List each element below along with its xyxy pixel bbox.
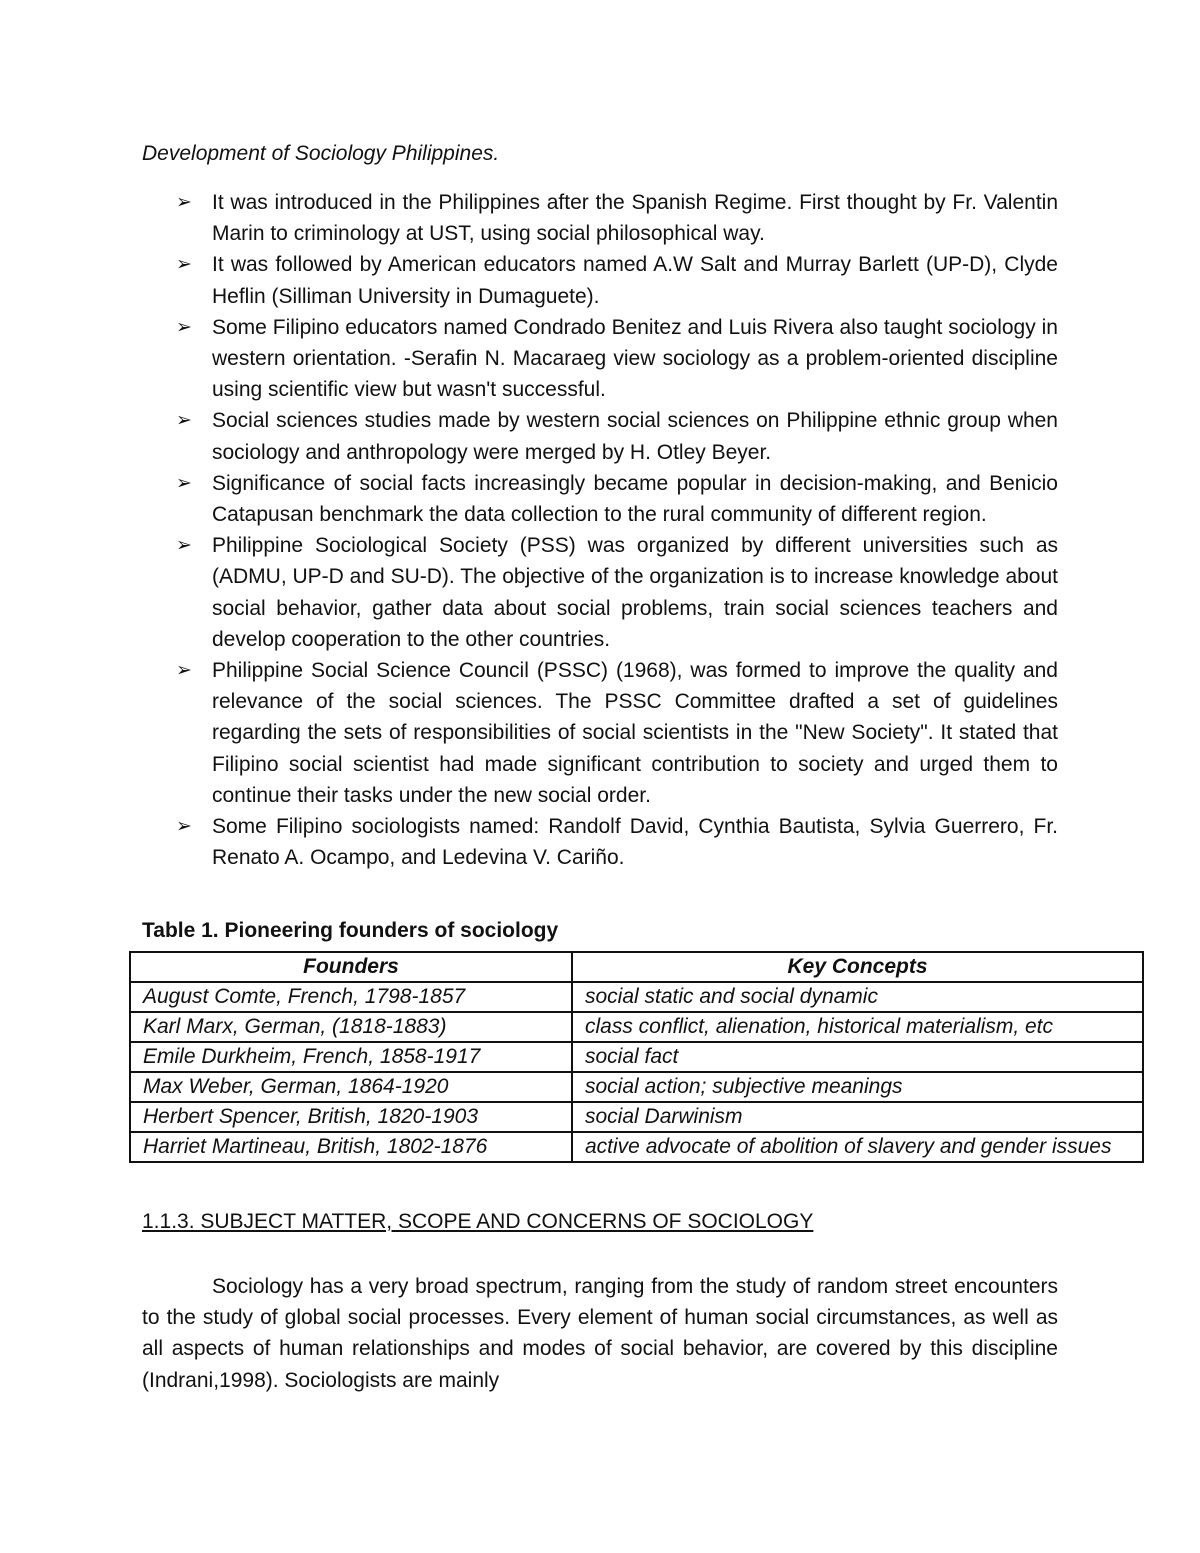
table-row — [130, 1042, 1143, 1072]
table-row — [130, 1012, 1143, 1042]
list-item-text: It was introduced in the Philippines after the Spanish Regime. First thought by Fr. Valentin Marin to criminology at UST, using social philosophical way. — [212, 191, 1058, 246]
list-item-text: Social sciences studies made by western social sciences on Philippine ethnic group when sociology and anthropology were merged by H. Otley Beyer. — [212, 409, 1058, 464]
founders-table — [129, 951, 1144, 1163]
list-item-text: Philippine Sociological Society (PSS) was organized by different universities such as (ADMU, UP-D and SU-D). The objective of the organization is to increase knowledge about social behavior, gather data about social problems, train social sciences teachers and develop cooperation to the other countries. — [212, 534, 1058, 651]
arrowhead-bullet-icon: ➢ — [176, 472, 192, 494]
list-item-text: Significance of social facts increasingly became popular in decision-making, and Benicio Catapusan benchmark the data collection to the rural community of different region. — [212, 471, 1058, 527]
concept-cell: social static and social dynamic — [572, 982, 1143, 1012]
table-caption: Table 1. Pioneering founders of sociology — [142, 919, 559, 942]
founder-cell: Karl Marx, German, (1818-1883) — [130, 1012, 572, 1042]
section-heading: Development of Sociology Philippines. — [142, 142, 500, 165]
arrowhead-bullet-icon: ➢ — [176, 316, 192, 338]
table-row — [130, 982, 1143, 1012]
concept-cell: class conflict, alienation, historical materialism, etc — [572, 1012, 1143, 1042]
founder-cell: Max Weber, German, 1864-1920 — [130, 1072, 572, 1102]
list-item — [142, 187, 1058, 249]
concept-cell: social Darwinism — [572, 1102, 1143, 1132]
arrowhead-bullet-icon: ➢ — [176, 410, 192, 432]
list-item-text: Philippine Social Science Council (PSSC) (1968), was formed to improve the quality and relevance of the social sciences. The PSSC Committee drafted a set of guidelines regarding the sets of responsibilities of social scientists in the "New Society". It stated that Filipino social scientist had made significant contribution to society and urged them to continue their tasks under the new social order. — [212, 659, 1058, 807]
list-item-text: Some Filipino sociologists named: Randolf David, Cynthia Bautista, Sylvia Guerrero, Fr. Renato A. Ocampo, and Ledevina V. Cariño. — [212, 815, 1058, 870]
table-header-row — [130, 952, 1143, 982]
body-paragraph: Sociology has a very broad spectrum, ranging from the study of random street encounters to the study of global social processes. Every element of human social circumstances, as well as all aspects of human relationships and modes of social behavior, are covered by this discipline (Indrani,1998). Sociologists are mainly — [142, 1275, 1058, 1392]
table-row — [130, 1102, 1143, 1132]
list-item-text: Some Filipino educators named Condrado Benitez and Luis Rivera also taught sociology in western orientation. -Serafin N. Macaraeg view sociology as a problem-oriented discipline using scientific view but wasn't successful. — [212, 315, 1058, 402]
arrowhead-bullet-icon: ➢ — [176, 535, 192, 557]
arrowhead-bullet-icon: ➢ — [176, 254, 192, 276]
founder-cell: Herbert Spencer, British, 1820-1903 — [130, 1102, 572, 1132]
column-header-founders: Founders — [130, 952, 572, 982]
concept-cell: active advocate of abolition of slavery and gender issues — [572, 1132, 1143, 1162]
arrowhead-bullet-icon: ➢ — [176, 192, 192, 213]
subsection-heading: 1.1.3. SUBJECT MATTER, SCOPE AND CONCERNS OF SOCIOLOGY — [142, 1210, 814, 1233]
list-item — [142, 312, 1058, 406]
table-row — [130, 1132, 1143, 1162]
list-item-text: It was followed by American educators named A.W Salt and Murray Barlett (UP-D), Clyde Heflin (Silliman University in Dumaguete). — [212, 253, 1058, 308]
list-item — [142, 249, 1058, 311]
table-row — [130, 1072, 1143, 1102]
list-item — [142, 405, 1058, 467]
arrowhead-bullet-icon: ➢ — [176, 816, 192, 838]
list-item — [142, 468, 1058, 530]
founder-cell: Harriet Martineau, British, 1802-1876 — [130, 1132, 572, 1162]
list-item — [142, 655, 1058, 811]
concept-cell: social fact — [572, 1042, 1143, 1072]
founder-cell: August Comte, French, 1798-1857 — [130, 982, 572, 1012]
arrowhead-bullet-icon: ➢ — [176, 660, 192, 682]
bullet-list — [142, 187, 1058, 873]
founder-cell: Emile Durkheim, French, 1858-1917 — [130, 1042, 572, 1072]
column-header-key-concepts: Key Concepts — [572, 952, 1143, 982]
concept-cell: social action; subjective meanings — [572, 1072, 1143, 1102]
list-item — [142, 530, 1058, 655]
list-item — [142, 811, 1058, 873]
